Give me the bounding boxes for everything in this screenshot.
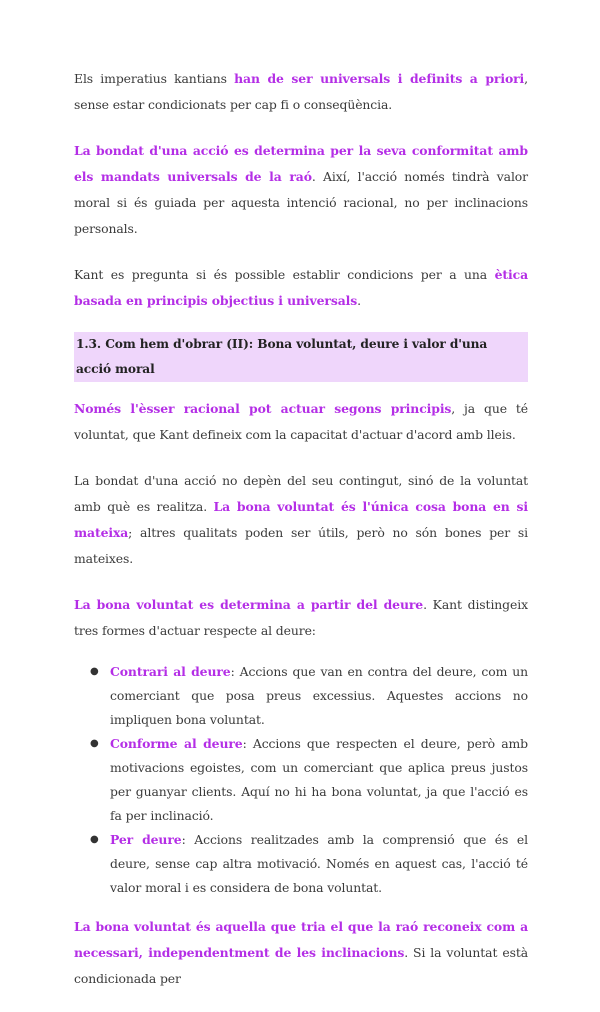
- list-item: [74, 828, 528, 900]
- section-heading: 1.3. Com hem d'obrar (II): Bona voluntat, deure i valor d'una acció moral: [74, 332, 528, 382]
- list-item-text: : Accions realitzades amb la comprensió que és el deure, sense cap altra motivació. Només en aquest cas, l'acció té valor moral i es considera de bona voluntat.: [110, 832, 528, 895]
- paragraph-1: [74, 66, 528, 118]
- list-item-text: : Accions que respecten el deure, però amb motivacions egoistes, com un comerciant que aplica preus justos per guanyar clients. Aquí no hi ha bona voluntat, ja que l'acció es fa per inclinació.: [110, 736, 528, 823]
- paragraph-7: [74, 914, 528, 992]
- highlighted-text: han de ser universals i definits a priori: [234, 71, 525, 86]
- highlighted-text: ètica basada en principis objectius i universals: [74, 267, 528, 308]
- paragraph-6: [74, 592, 528, 644]
- list-item-term: Per deure: [110, 832, 182, 847]
- paragraph-4: [74, 396, 528, 448]
- duty-forms-list: [74, 660, 528, 900]
- text: , ja que té voluntat, que Kant defineix com la capacitat d'actuar d'acord amb lleis.: [74, 401, 528, 442]
- highlighted-text: La bona voluntat es determina a partir del deure: [74, 597, 424, 612]
- text: Kant es pregunta si és possible establir condicions per a una: [74, 267, 495, 282]
- text: La bondat d'una acció no depèn del seu contingut, sinó de la voluntat amb què es realitza.: [74, 473, 528, 514]
- highlighted-text: La bondat d'una acció es determina per la seva conformitat amb els mandats universals de la raó: [74, 143, 528, 184]
- highlighted-text: La bona voluntat és l'única cosa bona en si mateixa: [74, 499, 529, 540]
- text: . Si la voluntat està condicionada per: [74, 945, 528, 986]
- paragraph-5: [74, 468, 528, 572]
- list-item-term: Conforme al deure: [110, 736, 243, 751]
- text: Els imperatius kantians: [74, 71, 235, 86]
- highlighted-text: La bona voluntat és aquella que tria el que la raó reconeix com a necessari, independentment de les inclinacions: [74, 919, 528, 960]
- list-item-term: Contrari al deure: [110, 664, 231, 679]
- paragraph-3: [74, 262, 528, 314]
- text: .: [357, 293, 361, 308]
- list-item-text: : Accions que van en contra del deure, com un comerciant que posa preus excessius. Aquestes accions no impliquen bona voluntat.: [110, 664, 528, 727]
- bullet-icon: ●: [90, 834, 99, 845]
- list-item: [74, 732, 528, 828]
- highlighted-text: Només l'èsser racional pot actuar segons principis: [74, 401, 452, 416]
- text: ; altres qualitats poden ser útils, però no són bones per si mateixes.: [74, 525, 528, 566]
- text: . Kant distingeix tres formes d'actuar respecte al deure:: [74, 597, 528, 638]
- text: , sense estar condicionats per cap fi o conseqüència.: [74, 71, 528, 112]
- text: . Així, l'acció només tindrà valor moral si és guiada per aquesta intenció racional, no per inclinacions personals.: [74, 169, 528, 236]
- bullet-icon: ●: [90, 666, 99, 677]
- document-body: [74, 66, 528, 1012]
- paragraph-2: [74, 138, 528, 242]
- bullet-icon: ●: [90, 738, 99, 749]
- list-item: [74, 660, 528, 732]
